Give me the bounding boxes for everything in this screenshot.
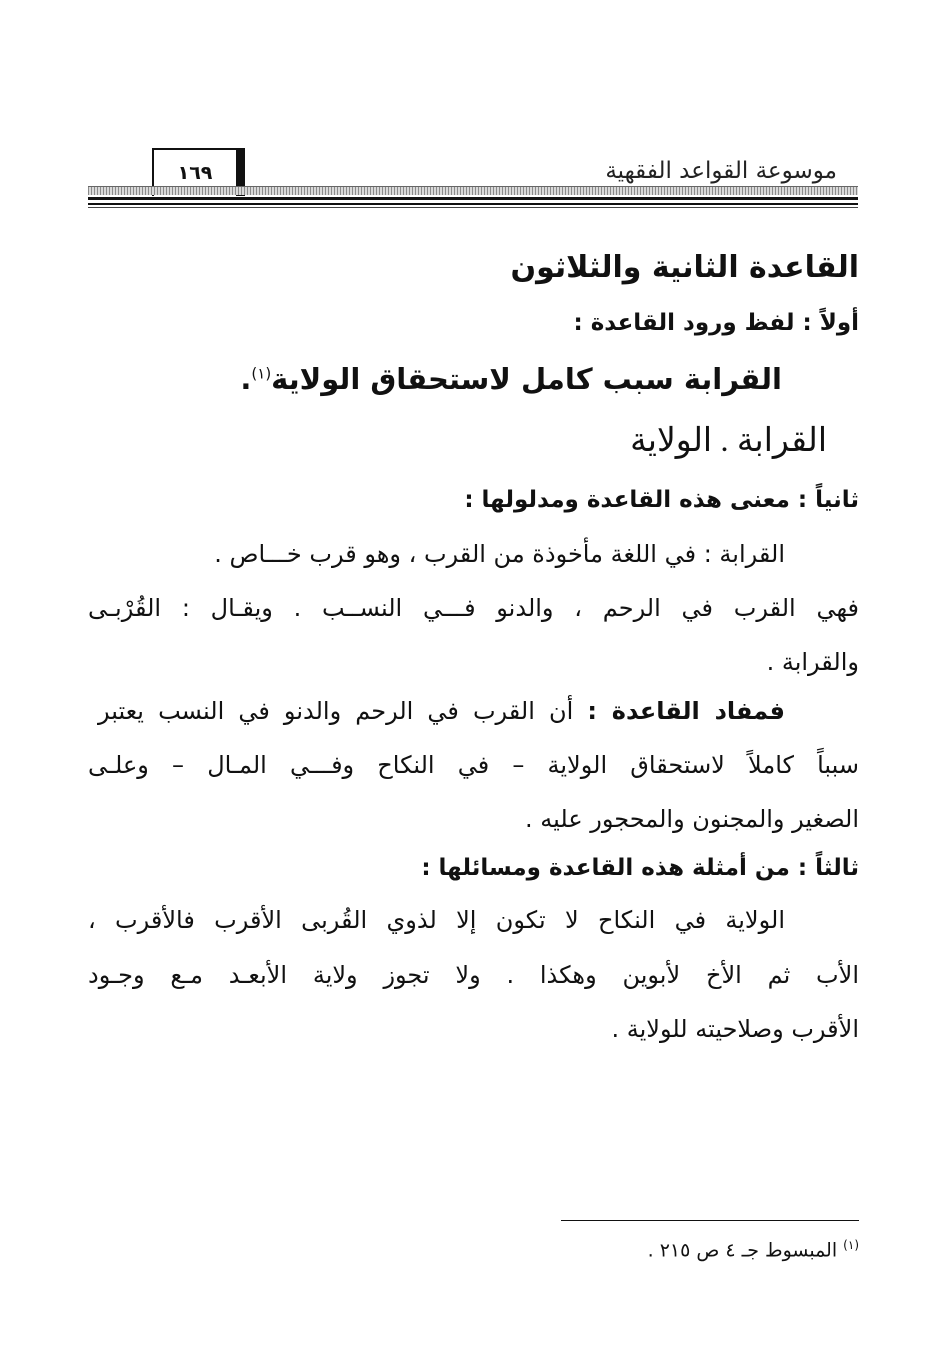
footnote-marker: (١) xyxy=(843,1238,859,1252)
example-line: الأقرب وصلاحيته للولاية . xyxy=(611,1015,859,1043)
meaning-line: والقرابة . xyxy=(766,648,859,676)
footnote xyxy=(648,1238,859,1261)
example-line: الأب ثم الأخ لأبوين وهكذا . ولا تجوز ولاية الأبعـد مـع وجـود xyxy=(88,961,859,989)
running-header-title: موسوعة القواعد الفقهية xyxy=(605,158,837,184)
rule-heading: القاعدة الثانية والثلاثون xyxy=(510,250,859,285)
rule-statement-end: . xyxy=(240,362,252,396)
section-title-meaning: ثانياً : معنى هذه القاعدة ومدلولها : xyxy=(464,487,859,513)
header-rule-medium xyxy=(88,203,858,205)
meaning-line: فهي القرب في الرحم ، والدنو فـــي النســب . ويقـال : القُرْبـى xyxy=(88,594,859,622)
rule-statement xyxy=(240,362,782,396)
purport-line xyxy=(98,697,785,725)
footnote-text: المبسوط جـ ٤ ص ٢١٥ . xyxy=(647,1239,838,1262)
footnote-reference: (١) xyxy=(251,364,272,383)
purport-text: أن القرب في الرحم والدنو في النسب يعتبر xyxy=(98,697,574,725)
purport-line: سبباً كاملاً لاستحقاق الولاية – في النكاح وفـــي المـال – وعلـى xyxy=(88,751,859,779)
footnote-separator xyxy=(561,1220,859,1221)
header-rule-thick xyxy=(88,197,858,200)
page-number: ١٦٩ xyxy=(177,162,213,184)
purport-label: فمفاد القاعدة : xyxy=(587,697,785,725)
section-title-examples: ثالثاً : من أمثلة هذه القاعدة ومسائلها : xyxy=(421,855,859,881)
header-rule-thin xyxy=(88,207,858,208)
meaning-line: القرابة : في اللغة مأخوذة من القرب ، وهو قرب خـــاص . xyxy=(214,540,785,568)
rule-statement-text: القرابة سبب كامل لاستحقاق الولاية xyxy=(271,362,782,396)
section-title-wording: أولاً : لفظ ورود القاعدة : xyxy=(573,310,859,336)
example-line: الولاية في النكاح لا تكون إلا لذوي القُربى الأقرب فالأقرب ، xyxy=(88,906,785,934)
purport-line: الصغير والمجنون والمحجور عليه . xyxy=(525,805,859,833)
keywords-line: القرابة . الولاية xyxy=(630,423,827,459)
header-rule-hatched xyxy=(88,186,858,195)
